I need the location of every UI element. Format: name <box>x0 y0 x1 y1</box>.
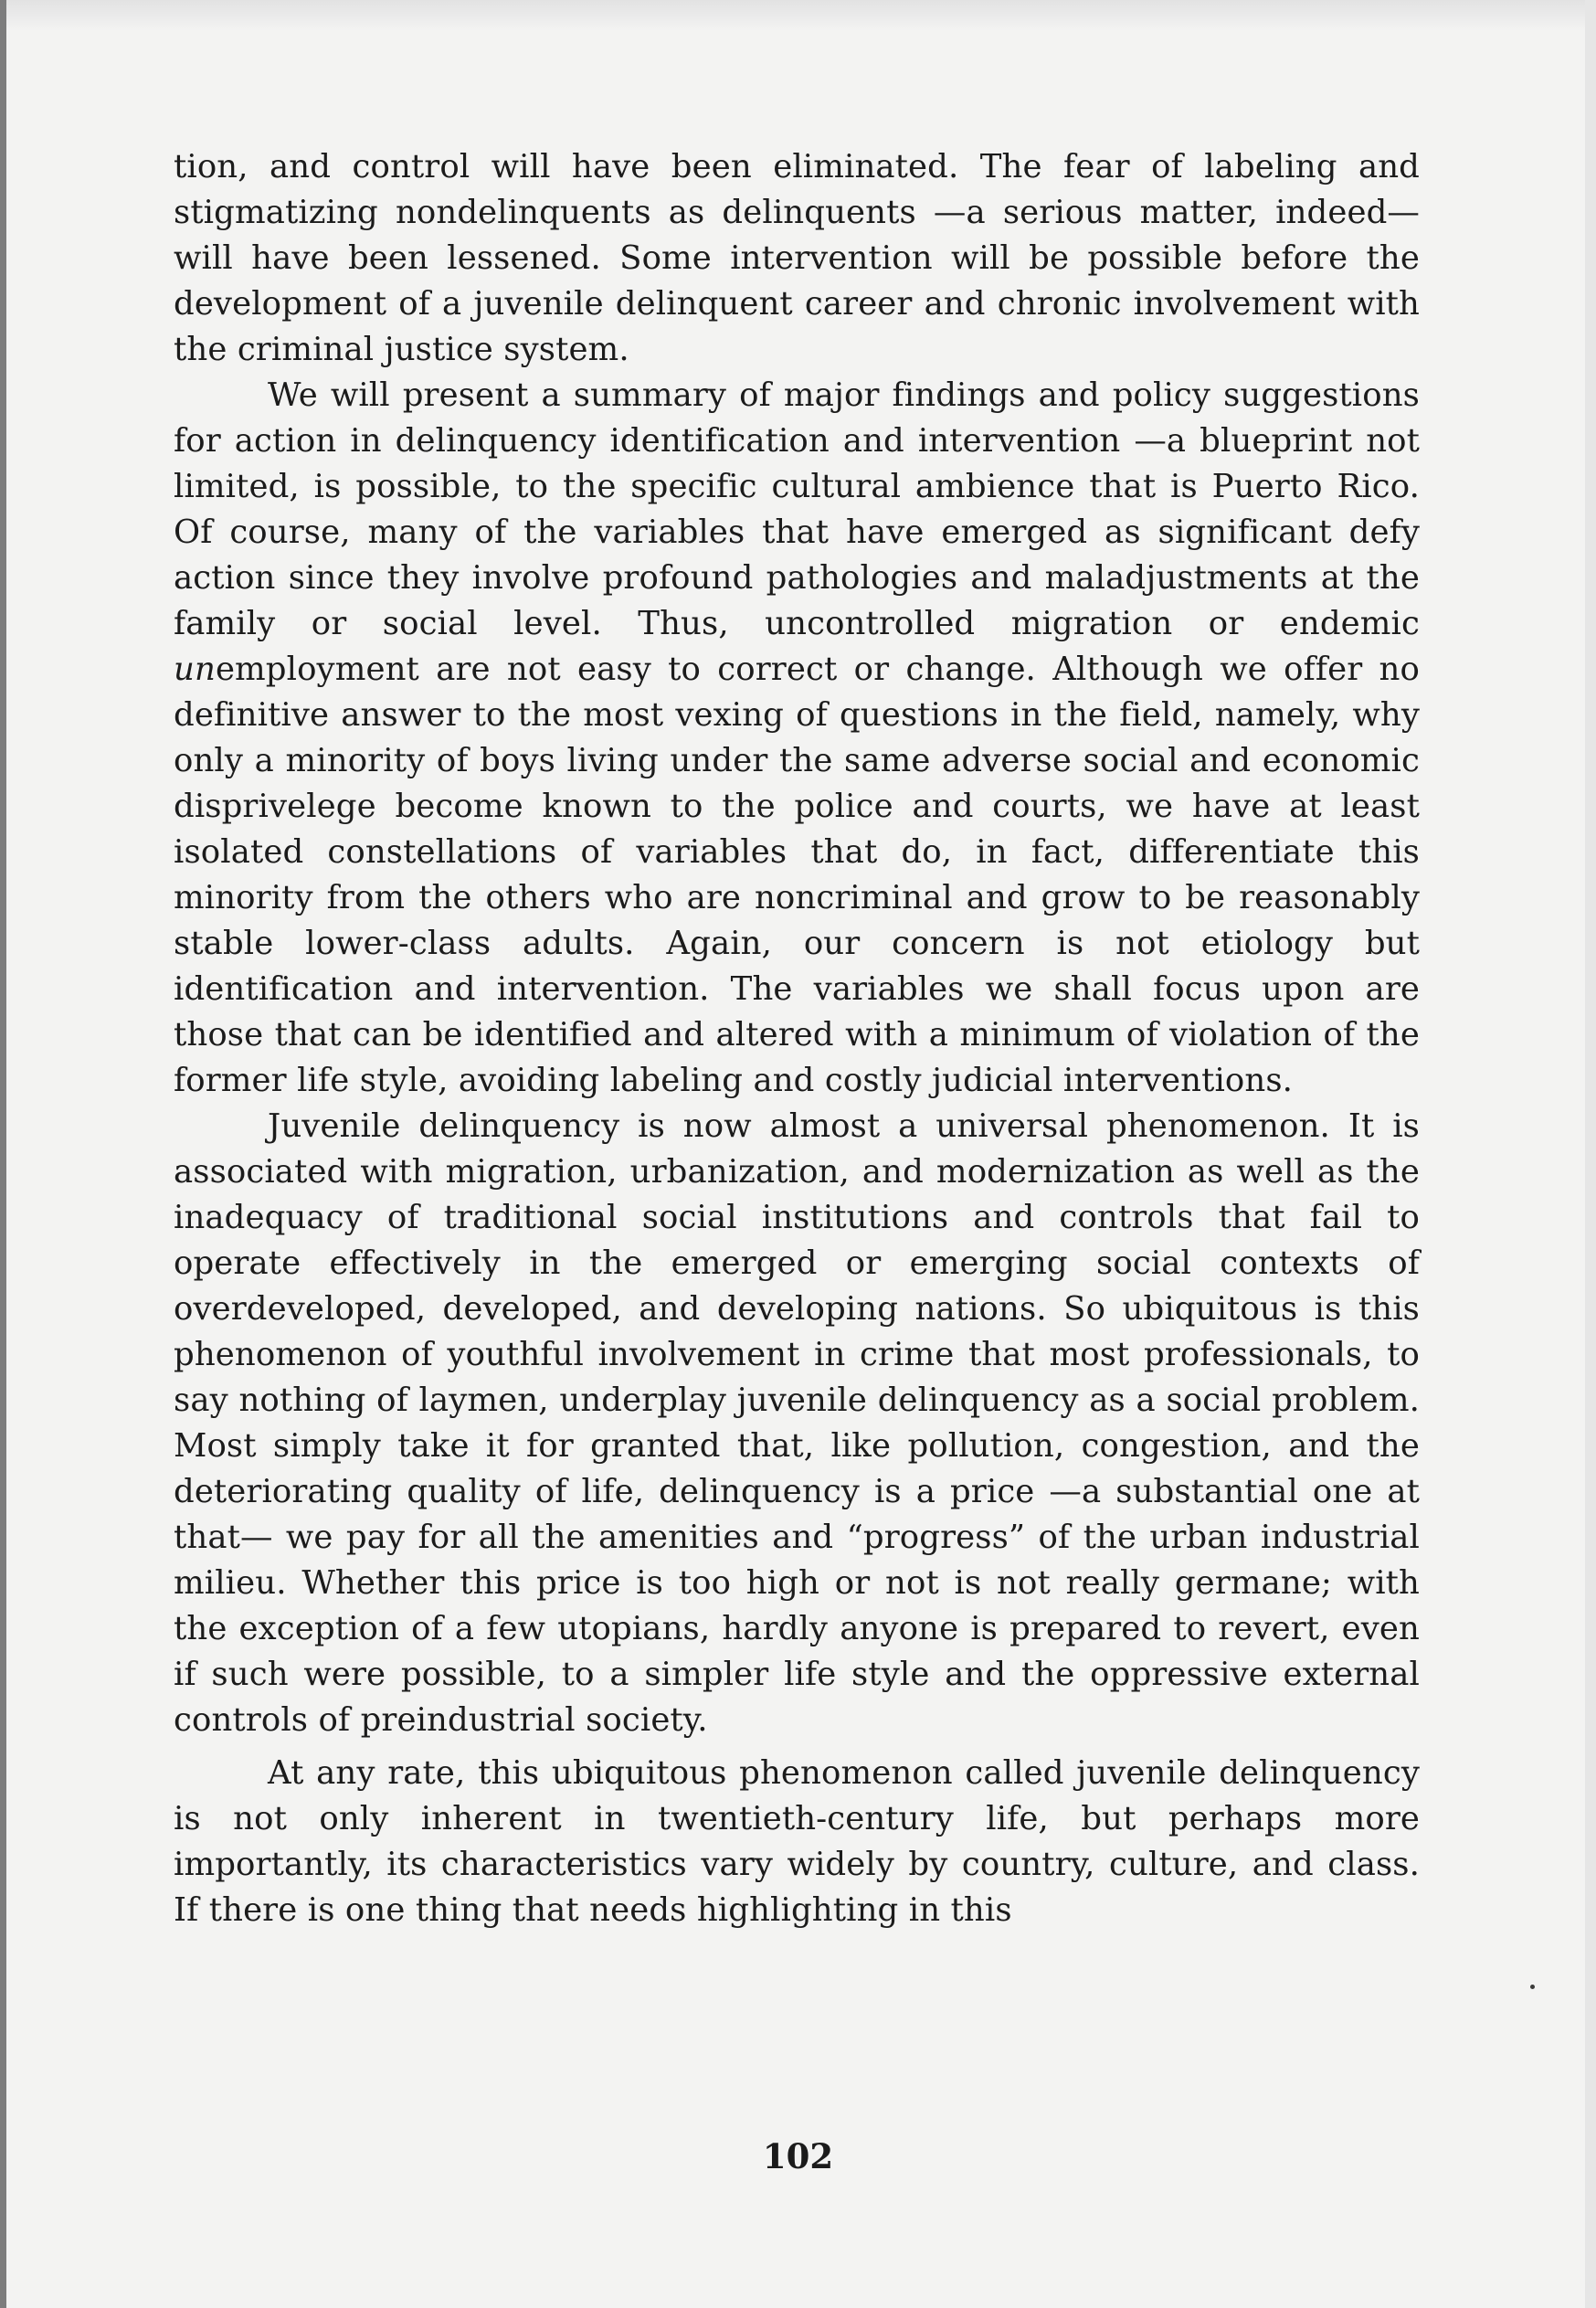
paragraph-1: tion, and control will have been eliminated. The fear of labeling and stigmatizing nondelinquents as delinquents —a serious matter, indeed— will have been lessened. Some intervention will be possible before the development of a juvenile delinquent career and chronic involvement with the criminal justice system. <box>174 148 1420 368</box>
paragraph-4: At any rate, this ubiquitous phenomenon called juvenile delinquency is not only inherent in twentieth-century life, but perhaps more importantly, its characteristics vary widely by country, culture, and class. If there is one thing that needs highlighting in this <box>174 1754 1420 1929</box>
page-right-edge <box>1585 0 1596 2308</box>
body-text <box>174 144 1420 1933</box>
paragraph-2 <box>174 373 1420 1104</box>
paragraph-2-text-before: We will present a summary of major findings and policy suggestions for action in delinquency identification and intervention —a blueprint not limited, is possible, to the specific cultural ambience that is Puerto Rico. Of course, many of the variables that have emerged as significant defy action since they involve profound pathologies and maladjustments at the family or social level. Thus, uncontrolled migration or endemic <box>174 376 1420 642</box>
page-left-edge <box>0 0 6 2308</box>
paragraph-2-text-after: employment are not easy to correct or change. Although we offer no definitive answer to the most vexing of questions in the field, namely, why only a minority of boys living under the same adverse social and economic disprivelege become known to the police and courts, we have at least isolated constellations of variables that do, in fact, differentiate this minority from the others who are noncriminal and grow to be reasonably stable lower-class adults. Again, our concern is not etiology but identification and intervention. The variables we shall focus upon are those that can be identified and altered with a minimum of violation of the former life style, avoiding labeling and costly judicial interventions. <box>174 651 1420 1099</box>
page-top-edge <box>0 0 1596 31</box>
page-number: 102 <box>762 2136 834 2176</box>
paragraph-3: Juvenile delinquency is now almost a universal phenomenon. It is associated with migration, urbanization, and modernization as well as the inadequacy of traditional social institutions and controls that fail to operate effectively in the emerged or emerging social contexts of overdeveloped, developed, and developing nations. So ubiquitous is this phenomenon of youthful involvement in crime that most professionals, to say nothing of laymen, underplay juvenile delinquency as a social problem. Most simply take it for granted that, like pollution, congestion, and the deteriorating quality of life, delinquency is a price —a substantial one at that— we pay for all the amenities and “progress” of the urban industrial milieu. Whether this price is too high or not is not really germane; with the exception of a few utopians, hardly anyone is prepared to revert, even if such were possible, to a simpler life style and the oppressive external controls of preindustrial society. <box>174 1107 1420 1739</box>
scan-speck <box>1530 1985 1535 1989</box>
paragraph-2-italic-un: un <box>174 651 216 688</box>
